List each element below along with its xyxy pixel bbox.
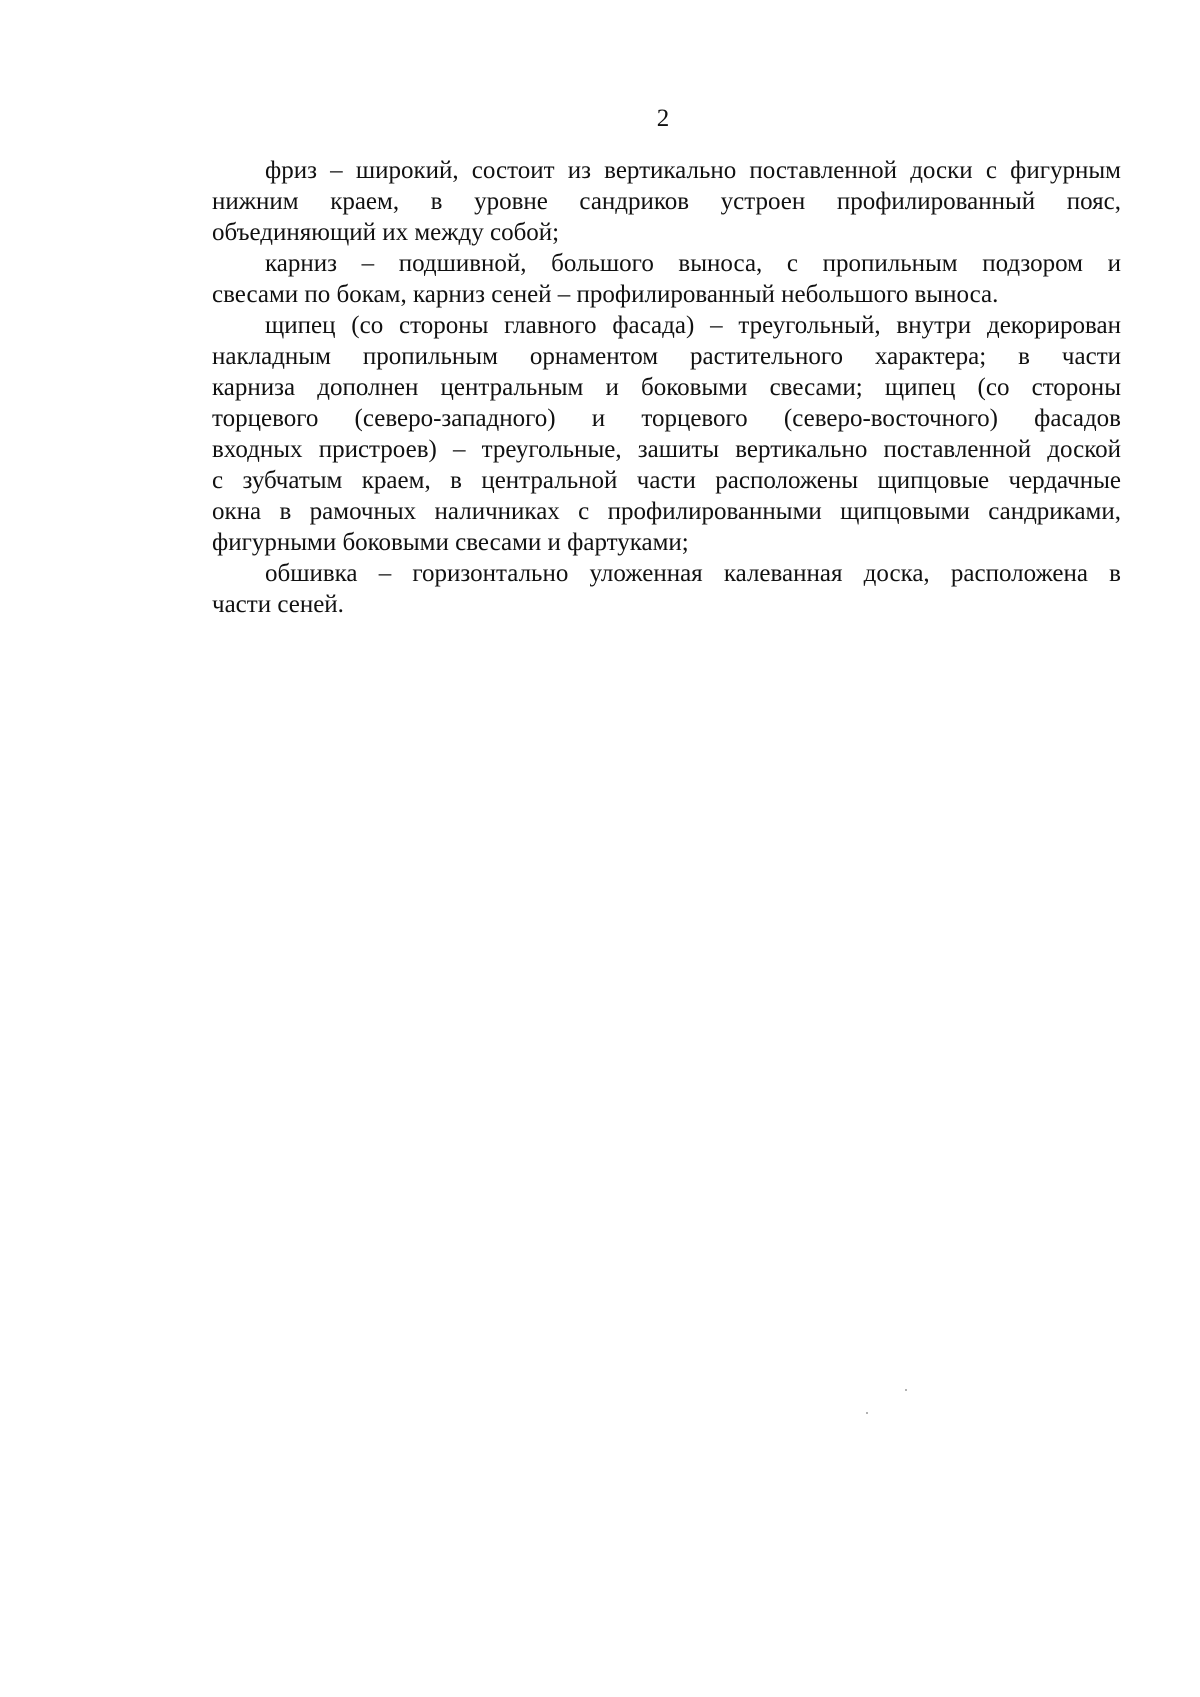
text-line: объединяющий их между собой; <box>212 219 560 246</box>
scan-speck <box>866 1412 868 1414</box>
text-line: торцевого (северо-западного) и торцевого (северо-восточного) фасадов <box>212 405 1121 432</box>
text-line: свесами по бокам, карниз сеней – профилированный небольшого выноса. <box>212 281 999 308</box>
text-line: фриз – широкий, состоит из вертикально поставленной доски с фигурным <box>265 157 1121 184</box>
text-line: части сеней. <box>212 591 344 618</box>
paragraph-cornice <box>212 248 1121 310</box>
text-line: накладным пропильным орнаментом растительного характера; в части <box>212 343 1121 370</box>
page-number: 2 <box>656 105 670 132</box>
document-body <box>212 155 1121 620</box>
text-line: нижним краем, в уровне сандриков устроен профилированный пояс, <box>212 188 1121 215</box>
paragraph-gable <box>212 310 1121 558</box>
paragraph-cladding <box>212 558 1121 620</box>
text-line: фигурными боковыми свесами и фартуками; <box>212 529 689 556</box>
text-line: карниз – подшивной, большого выноса, с пропильным подзором и <box>265 250 1121 277</box>
paragraph-frieze <box>212 155 1121 248</box>
text-line: карниза дополнен центральным и боковыми свесами; щипец (со стороны <box>212 374 1121 401</box>
text-line: щипец (со стороны главного фасада) – треугольный, внутри декорирован <box>265 312 1121 339</box>
scan-speck <box>905 1389 907 1391</box>
text-line: окна в рамочных наличниках с профилированными щипцовыми сандриками, <box>212 498 1121 525</box>
text-line: с зубчатым краем, в центральной части расположены щипцовые чердачные <box>212 467 1121 494</box>
text-line: обшивка – горизонтально уложенная калеванная доска, расположена в <box>265 560 1121 587</box>
text-line: входных пристроев) – треугольные, зашиты вертикально поставленной доской <box>212 436 1121 463</box>
